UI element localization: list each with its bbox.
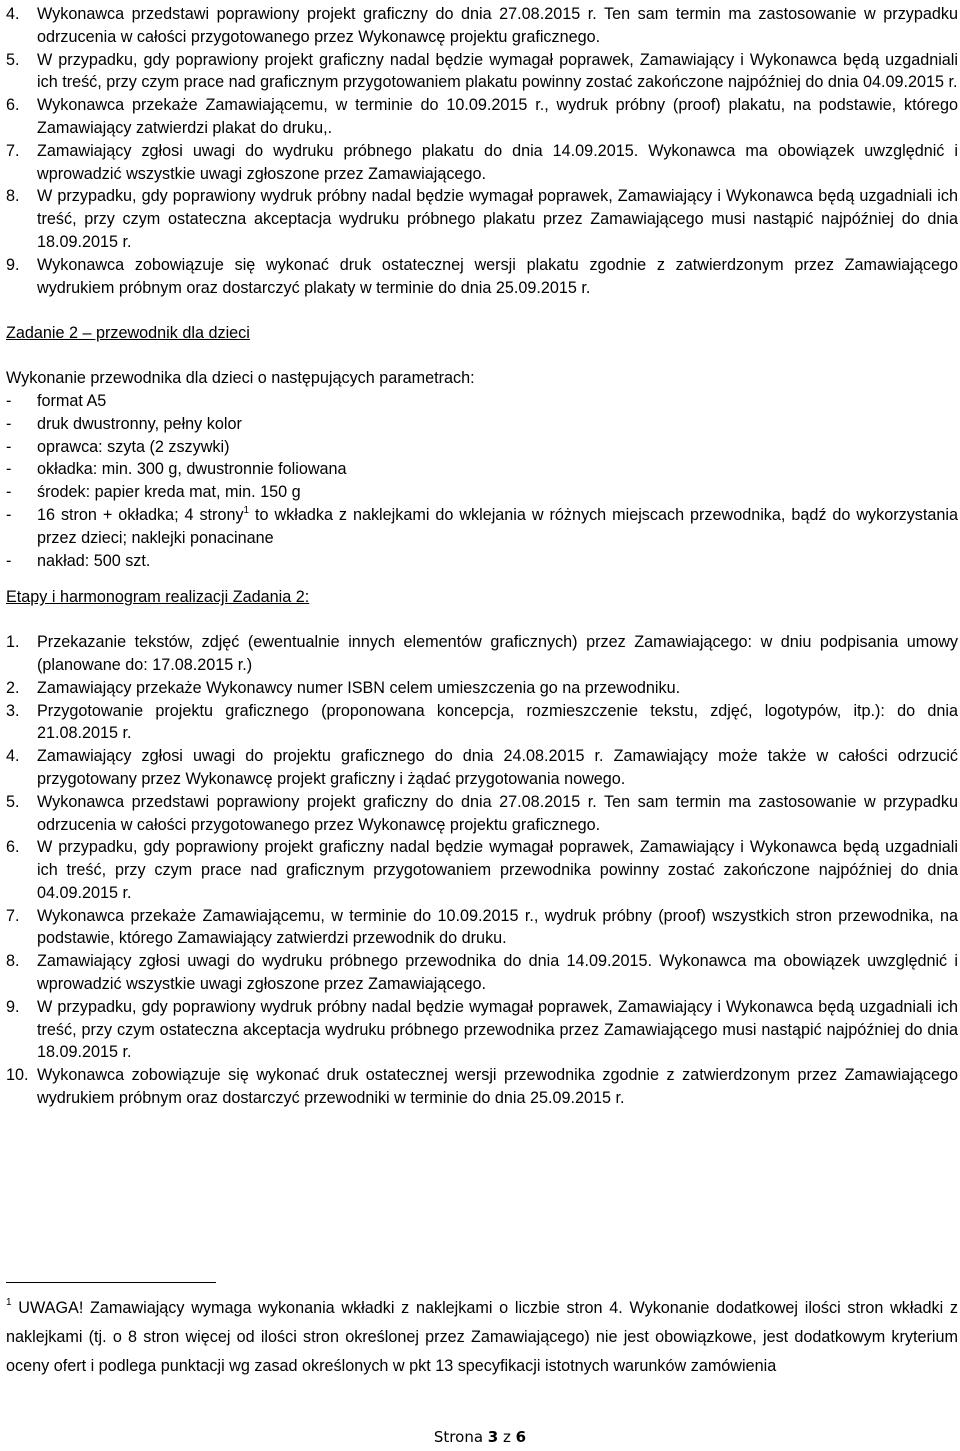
list-item xyxy=(6,677,958,700)
list-item xyxy=(6,836,958,904)
section-heading-schedule: Etapy i harmonogram realizacji Zadania 2: xyxy=(6,588,310,607)
spec-dash: - xyxy=(6,391,12,410)
spec-text-after: to wkładka z naklejkami do wklejania w różnych miejscach przewodnika, bądź do wykorzystania przez dzieci; naklejki ponacinane xyxy=(37,505,958,547)
spec-dash: - xyxy=(6,505,12,524)
list-item-text: Wykonawca przedstawi poprawiony projekt graficzny do dnia 27.08.2015 r. Ten sam termin ma zastosowanie w przypadku odrzucenia w całości przygotowanego przez Wykonawcę projektu graficznego. xyxy=(37,5,958,46)
guide-schedule-list xyxy=(6,631,958,1110)
spec-text: środek: papier kreda mat, min. 150 g xyxy=(37,483,301,502)
spec-text-before: 16 stron + okładka; 4 strony xyxy=(37,505,244,524)
spec-text: nakład: 500 szt. xyxy=(37,551,151,570)
list-item-text: Zamawiający przekaże Wykonawcy numer ISBN celem umieszczenia go na przewodniku. xyxy=(37,678,681,697)
spec-text: okładka: min. 300 g, dwustronnie foliowana xyxy=(37,460,347,479)
spec-dash: - xyxy=(6,414,12,433)
spec-text xyxy=(37,504,958,550)
list-item xyxy=(6,950,958,996)
list-item-number: 8. xyxy=(6,952,20,971)
list-item-number: 6. xyxy=(6,96,20,115)
list-item xyxy=(6,791,958,837)
page-number xyxy=(0,1426,960,1449)
list-item-number: 2. xyxy=(6,678,20,697)
list-item-number: 7. xyxy=(6,906,20,925)
footnote-text: UWAGA! Zamawiający wymaga wykonania wkładki z naklejkami o liczbie stron 4. Wykonanie dodatkowej ilości stron wkładki z naklejkami (tj. o 8 stron więcej od ilości stron określonej przez Zamawiającego) nie jest obowiązkowe, jest dodatkowym kryterium oceny ofert i podlega punktacji wg zasad określonych w pkt 13 specyfikacji istotnych warunków zamówienia xyxy=(6,1299,958,1375)
list-item-number: 7. xyxy=(6,141,20,160)
list-item-text: W przypadku, gdy poprawiony projekt graficzny nadal będzie wymagał poprawek, Zamawiający i Wykonawca będą uzgadniali ich treść, przy czym prace nad graficznym przygotowaniem przewodnika powinny zostać zakończone najpóźniej do dnia 04.09.2015 r. xyxy=(37,838,958,902)
list-item xyxy=(6,996,958,1064)
list-item-text: Wykonawca zobowiązuje się wykonać druk ostatecznej wersji plakatu zgodnie z zatwierdzonym przez Zamawiającego wydrukiem próbnym oraz dostarczyć plakaty w terminie do dnia 25.09.2015 r. xyxy=(37,255,958,297)
specification-list xyxy=(6,390,958,572)
list-item-text: Zamawiający zgłosi uwagi do wydruku próbnego przewodnika do dnia 14.09.2015. Wykonawca ma obowiązek uwzględnić i wprowadzić wszystkie uwagi zgłoszone przez Zamawiającego. xyxy=(37,952,958,994)
page-number-separator: z xyxy=(498,1428,516,1446)
spec-text: oprawca: szyta (2 zszywki) xyxy=(37,437,230,456)
list-item xyxy=(6,700,958,746)
list-item xyxy=(6,1064,958,1110)
list-item-text: Przygotowanie projektu graficznego (proponowana koncepcja, rozmieszczenie tekstu, zdjęć, logotypów, itp.): do dnia 21.08.2015 r. xyxy=(37,701,958,743)
list-item-number: 6. xyxy=(6,838,20,857)
list-item xyxy=(6,3,958,49)
poster-schedule-list xyxy=(6,3,958,299)
page-number-total: 6 xyxy=(515,1428,527,1446)
section-heading-task-2: Zadanie 2 – przewodnik dla dzieci xyxy=(6,324,250,343)
list-item xyxy=(6,49,958,95)
list-item-number: 8. xyxy=(6,187,20,206)
list-item-text: Wykonawca przekaże Zamawiającemu, w terminie do 10.09.2015 r., wydruk próbny (proof) wszystkich stron przewodnika, na podstawie, którego Zamawiający zatwierdzi przewodnik do druku. xyxy=(37,906,958,948)
intro-paragraph: Wykonanie przewodnika dla dzieci o następujących parametrach: xyxy=(6,369,475,388)
spec-item xyxy=(6,481,958,504)
footnote-divider xyxy=(6,1282,216,1283)
list-item-number: 9. xyxy=(6,255,20,274)
list-item-number: 9. xyxy=(6,997,20,1016)
spec-dash: - xyxy=(6,551,12,570)
list-item-number: 1. xyxy=(6,633,20,652)
footnote xyxy=(6,1294,958,1381)
list-item-number: 4. xyxy=(6,747,20,766)
spec-dash: - xyxy=(6,460,12,479)
list-item-number: 4. xyxy=(6,5,20,23)
footnote-marker: 1 xyxy=(6,1296,12,1308)
list-item-text: W przypadku, gdy poprawiony projekt graficzny nadal będzie wymagał poprawek, Zamawiający i Wykonawca będą uzgadniali ich treść, przy czym prace nad graficznym przygotowaniem plakatu powinny zostać zakończone najpóźniej do dnia 04.09.2015 r. xyxy=(37,50,958,92)
spec-item xyxy=(6,390,958,413)
list-item-text: Wykonawca przedstawi poprawiony projekt graficzny do dnia 27.08.2015 r. Ten sam termin ma zastosowanie w przypadku odrzucenia w całości przygotowanego przez Wykonawcę projektu graficznego. xyxy=(37,792,958,834)
document-body xyxy=(6,3,958,1110)
list-item-text: Przekazanie tekstów, zdjęć (ewentualnie innych elementów graficznych) przez Zamawiającego: w dniu podpisania umowy (planowane do: 17.08.2015 r.) xyxy=(37,633,958,674)
list-item xyxy=(6,94,958,140)
list-item-text: Wykonawca zobowiązuje się wykonać druk ostatecznej wersji przewodnika zgodnie z zatwierdzonym przez Zamawiającego wydrukiem próbnym oraz dostarczyć przewodniki w terminie do dnia 25.09.2015 r. xyxy=(37,1066,958,1108)
footnote-reference[interactable]: 1 xyxy=(243,504,250,516)
list-item-text: W przypadku, gdy poprawiony wydruk próbny nadal będzie wymagał poprawek, Zamawiający i Wykonawca będą uzgadniali ich treść, przy czym ostateczna akceptacja wydruku próbnego przewodnika przez Zamawiającego musi nastąpić najpóźniej do dnia 18.09.2015 r. xyxy=(37,997,958,1062)
spec-dash: - xyxy=(6,483,12,502)
spec-item xyxy=(6,550,958,573)
list-item xyxy=(6,745,958,791)
list-item-number: 10. xyxy=(6,1066,29,1085)
spec-item xyxy=(6,504,958,550)
list-item xyxy=(6,254,958,300)
spec-text: format A5 xyxy=(37,391,107,410)
spec-item xyxy=(6,458,958,481)
list-item-text: Zamawiający zgłosi uwagi do projektu graficznego do dnia 24.08.2015 r. Zamawiający może także w całości odrzucić przygotowany przez Wykonawcę projekt graficzny i żądać przygotowania nowego. xyxy=(37,747,958,788)
list-item xyxy=(6,905,958,951)
spec-text: druk dwustronny, pełny kolor xyxy=(37,414,242,433)
list-item xyxy=(6,140,958,186)
list-item-number: 5. xyxy=(6,50,20,69)
spec-item xyxy=(6,436,958,459)
page-number-current: 3 xyxy=(487,1428,499,1446)
list-item-text: Zamawiający zgłosi uwagi do wydruku próbnego plakatu do dnia 14.09.2015. Wykonawca ma obowiązek uwzględnić i wprowadzić wszystkie uwagi zgłoszone przez Zamawiającego. xyxy=(37,141,958,183)
list-item-number: 3. xyxy=(6,701,20,720)
list-item xyxy=(6,631,958,677)
page-number-prefix: Strona xyxy=(433,1428,488,1446)
spec-dash: - xyxy=(6,437,12,456)
list-item xyxy=(6,185,958,253)
list-item-text: Wykonawca przekaże Zamawiającemu, w terminie do 10.09.2015 r., wydruk próbny (proof) plakatu, na podstawie, którego Zamawiający zatwierdzi plakat do druku,. xyxy=(37,96,958,137)
list-item-text: W przypadku, gdy poprawiony wydruk próbny nadal będzie wymagał poprawek, Zamawiający i Wykonawca będą uzgadniali ich treść, przy czym ostateczna akceptacja wydruku próbnego plakatu przez Zamawiającego musi nastąpić najpóźniej do dnia 18.09.2015 r. xyxy=(37,187,958,251)
spec-item xyxy=(6,413,958,436)
list-item-number: 5. xyxy=(6,792,20,811)
